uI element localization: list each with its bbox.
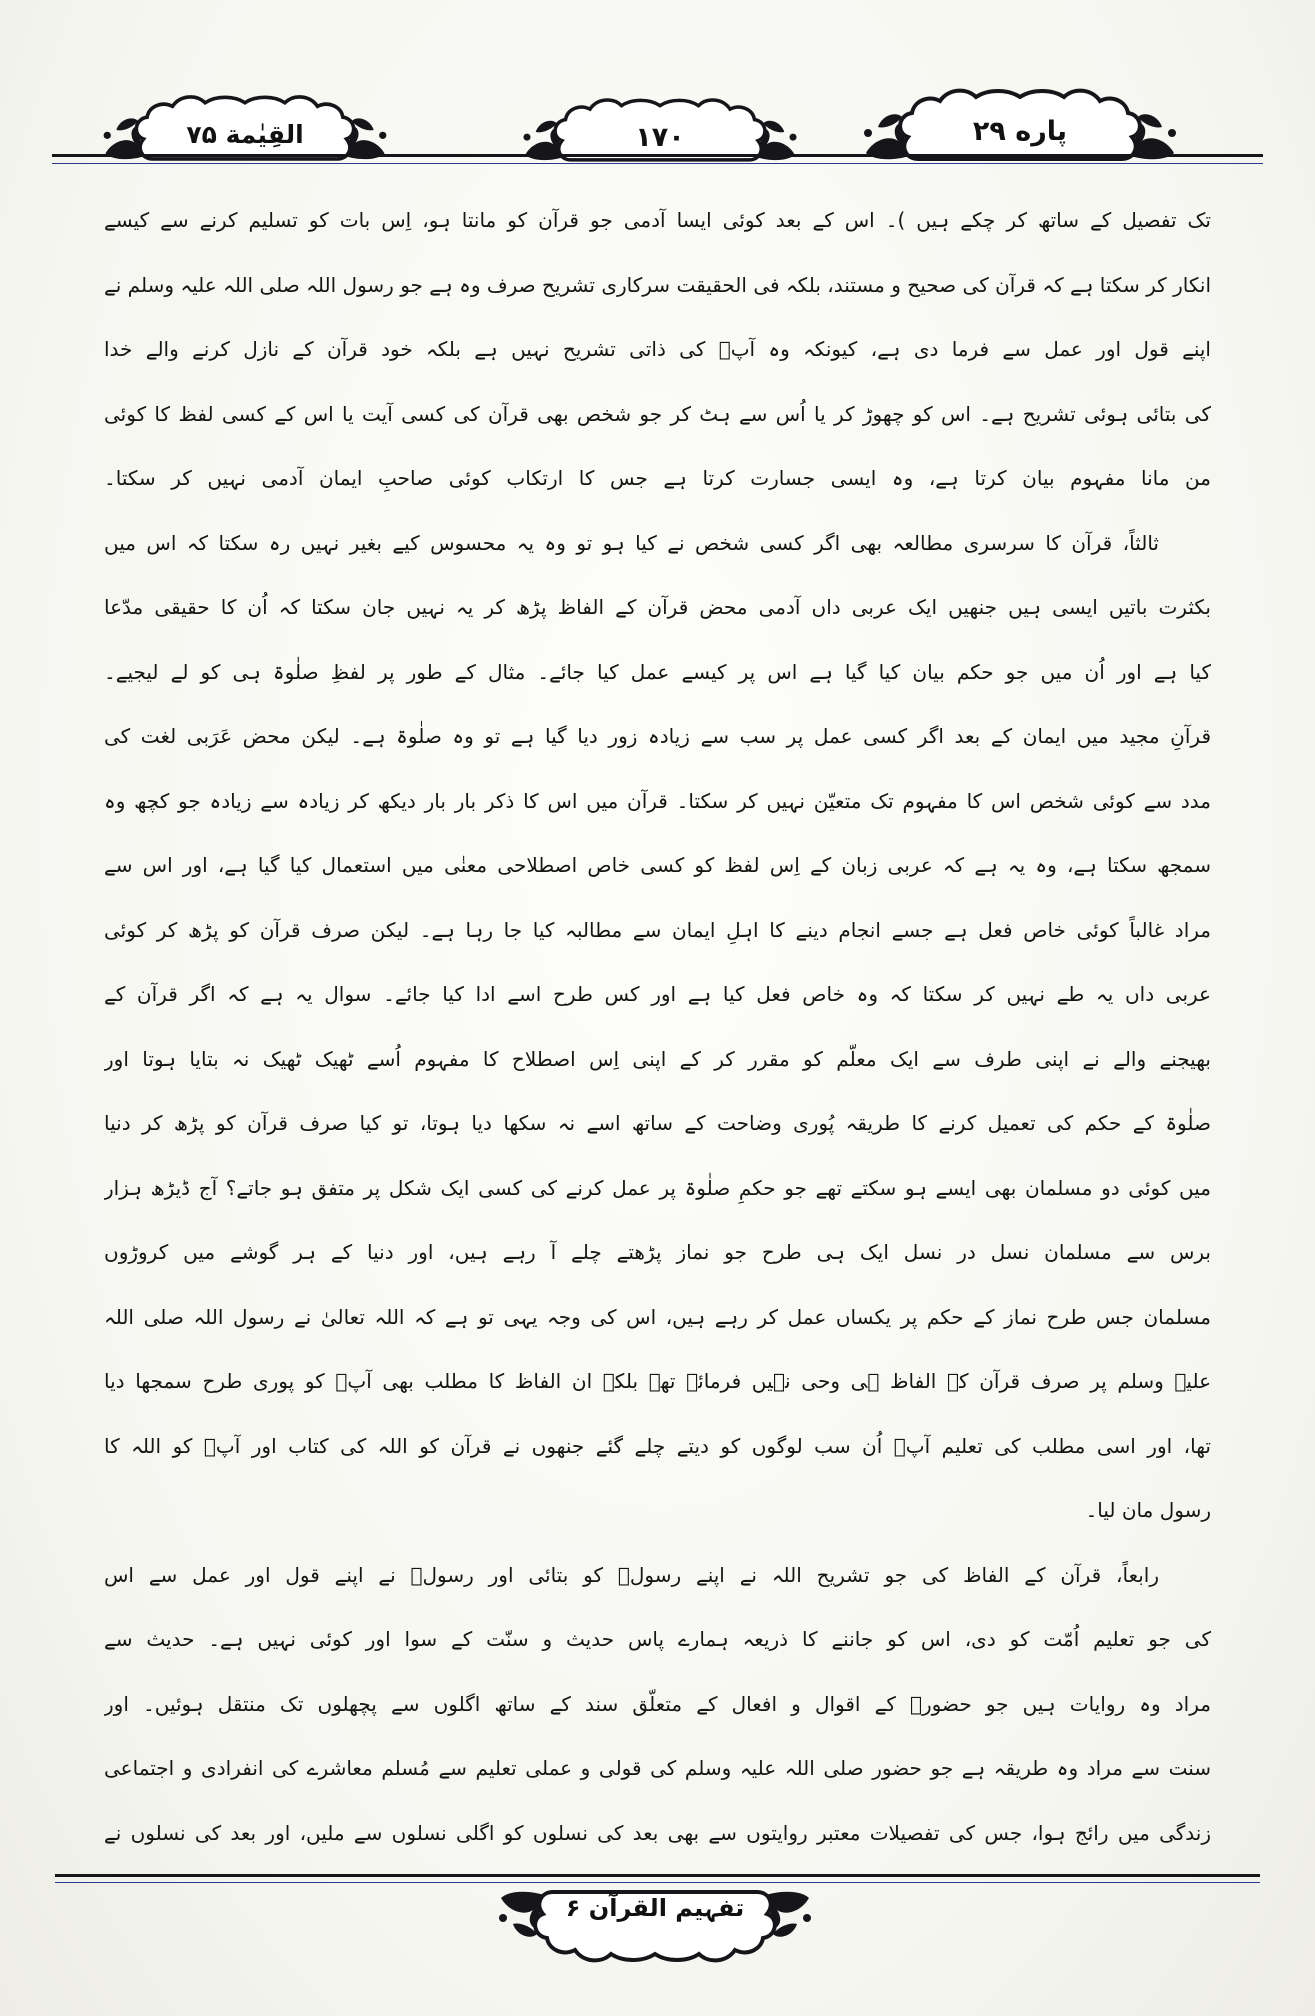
book-title-badge	[480, 1878, 830, 1974]
header-rule	[52, 154, 1263, 164]
ornament-cartouche-icon	[480, 1878, 830, 1974]
page-number-label: ۱۷۰	[635, 122, 685, 153]
text-line: مسلمان جس طرح نماز کے حکم پر یکساں عمل کر رہے ہیں، اس کی وجہ یہی تو ہے کہ اللہ تعالیٰ نے رسول اللہ صلی اللہ	[104, 1304, 1211, 1329]
text-line: قرآنِ مجید میں ایمان کے بعد اگر کسی عمل پر سب سے زیادہ زور دیا گیا ہے تو وہ صلٰوۃ ہے۔ لیکن محض عَرَبی لغت کی	[104, 724, 1211, 748]
para-badge-label: پاره ۲۹	[972, 116, 1068, 147]
text-line: ثالثاً، قرآن کا سرسری مطالعہ بھی اگر کسی شخص نے کیا ہو تو وہ یہ محسوس کیے بغیر نہیں رہ سکتا کہ اس میں	[104, 530, 1159, 555]
page-header	[0, 0, 1315, 170]
text-line: علیہ وسلم پر صرف قرآن کے الفاظ ہی وحی نہیں فرمائے تھے بلکہ ان الفاظ کا مطلب بھی آپؐ کو پوری طرح سمجھا دیا	[104, 1369, 1211, 1393]
text-line: مراد غالباً کوئی خاص فعل ہے جسے انجام دینے کا اہلِ ایمان سے مطالبہ کیا جا رہا ہے۔ لیکن صرف قرآن کو پڑھ کر کوئی	[104, 917, 1211, 942]
book-title-label: تفہیم القرآن ۶	[565, 1894, 745, 1922]
text-line: مراد وہ روایات ہیں جو حضورؐ کے اقوال و افعال کے متعلّق سند کے ساتھ اگلوں سے پچھلوں تک منتقل ہوئیں۔ اور	[104, 1691, 1211, 1716]
text-block	[104, 188, 1211, 1865]
text-line: مدد سے کوئی شخص اس کا مفہوم تک متعیّن نہیں کر سکتا۔ قرآن میں اس کا ذکر بار بار دیکھ کر زیادہ سے زیادہ جو کچھ وہ	[104, 788, 1211, 813]
text-line: من مانا مفہوم بیان کرتا ہے، وہ ایسی جسارت کرتا ہے جس کا ارتکاب کوئی صاحبِ ایمان آدمی نہیں کر سکتا۔	[104, 466, 1211, 490]
text-line: عربی داں یہ طے نہیں کر سکتا کہ وہ خاص فعل کیا ہے اور کس طرح اسے ادا کیا جائے۔ سوال یہ ہے کہ اگر قرآن کے	[104, 982, 1211, 1006]
text-line: سنت سے مراد وہ طریقہ ہے جو حضور صلی اللہ علیہ وسلم کی قولی و عملی تعلیم سے مُسلم معاشرے کی انفرادی و اجتماعی	[104, 1756, 1211, 1780]
text-line: برس سے مسلمان نسل در نسل ایک ہی طرح جو نماز پڑھتے چلے آ رہے ہیں، اور دنیا کے ہر گوشے میں کروڑوں	[104, 1240, 1211, 1264]
text-line: میں کوئی دو مسلمان بھی ایسے ہو سکتے تھے جو حکمِ صلٰوۃ پر عمل کرنے کی کسی ایک شکل پر متفق ہو جاتے؟ آج ڈیڑھ ہزار	[104, 1175, 1211, 1200]
text-line: کی جو تعلیم اُمّت کو دی، اس کو جاننے کا ذریعہ ہمارے پاس حدیث و سنّت کے سوا اور کوئی نہیں ہے۔ حدیث سے	[104, 1627, 1211, 1651]
text-line: بھیجنے والے نے اپنی طرف سے ایک معلّم کو مقرر کر کے اپنی اِس اصطلاح کا مفہوم اُسے ٹھیک ٹھیک نہ بتایا ہوتا اور	[104, 1046, 1211, 1071]
text-line: بکثرت باتیں ایسی ہیں جنھیں ایک عربی داں آدمی محض قرآن کے الفاظ پڑھ کر یہ نہیں جان سکتا کہ اُن کا حقیقی مدّعا	[104, 595, 1211, 619]
page-body	[104, 170, 1211, 1865]
text-line: کیا ہے اور اُن میں جو حکم بیان کیا گیا ہے اس پر کیسے عمل کیا جائے۔ مثال کے طور پر لفظِ صلٰوۃ ہی کو لے لیجیے۔	[104, 659, 1211, 684]
text-line: تھا، اور اسی مطلب کی تعلیم آپؐ اُن سب لوگوں کو دیتے چلے گئے جنھوں نے قرآن کو اللہ کی کتاب اور آپؐ کو اللہ کا	[104, 1433, 1211, 1458]
text-line: کی بتائی ہوئی تشریح ہے۔ اس کو چھوڑ کر یا اُس سے ہٹ کر جو شخص بھی قرآن کی کسی آیت یا اس کے کسی لفظ کا کوئی	[104, 401, 1211, 426]
text-line: انکار کر سکتا ہے کہ قرآن کی صحیح و مستند، بلکہ فی الحقیقت سرکاری تشریح صرف وہ ہے جو رسول اللہ صلی اللہ علیہ وسلم نے	[104, 272, 1211, 297]
page-footer	[0, 1868, 1315, 2016]
surah-badge-label: القِیٰمة ۷۵	[186, 120, 304, 149]
text-line: صلٰوۃ کے حکم کی تعمیل کرنے کا طریقہ پُوری وضاحت کے ساتھ اسے نہ سکھا دیا ہوتا، تو کیا صرف قرآن کو پڑھ کر دنیا	[104, 1111, 1211, 1135]
text-line: رسول مان لیا۔	[1085, 1498, 1211, 1522]
text-line: زندگی میں رائج ہوا، جس کی تفصیلات معتبر روایتوں سے بھی بعد کی نسلوں کو اگلی نسلوں سے ملیں، اور بعد کی نسلوں نے	[104, 1820, 1211, 1845]
text-line: اپنے قول اور عمل سے فرما دی ہے، کیونکہ وہ آپؐ کی ذاتی تشریح نہیں ہے بلکہ خود قرآن کے نازل کرنے والے خدا	[104, 337, 1211, 361]
text-line: رابعاً، قرآن کے الفاظ کی جو تشریح اللہ نے اپنے رسولؐ کو بتائی اور رسولؐ نے اپنے قول اور عمل سے اس	[104, 1562, 1159, 1587]
text-line: سمجھ سکتا ہے، وہ یہ ہے کہ عربی زبان کے اِس لفظ کو کسی خاص اصطلاحی معنٰی میں استعمال کیا گیا ہے، اور اس سے	[104, 853, 1211, 877]
text-line: تک تفصیل کے ساتھ کر چکے ہیں )۔ اس کے بعد کوئی ایسا آدمی جو قرآن کو مانتا ہو، اِس بات کو تسلیم کرنے سے کیسے	[104, 208, 1211, 232]
